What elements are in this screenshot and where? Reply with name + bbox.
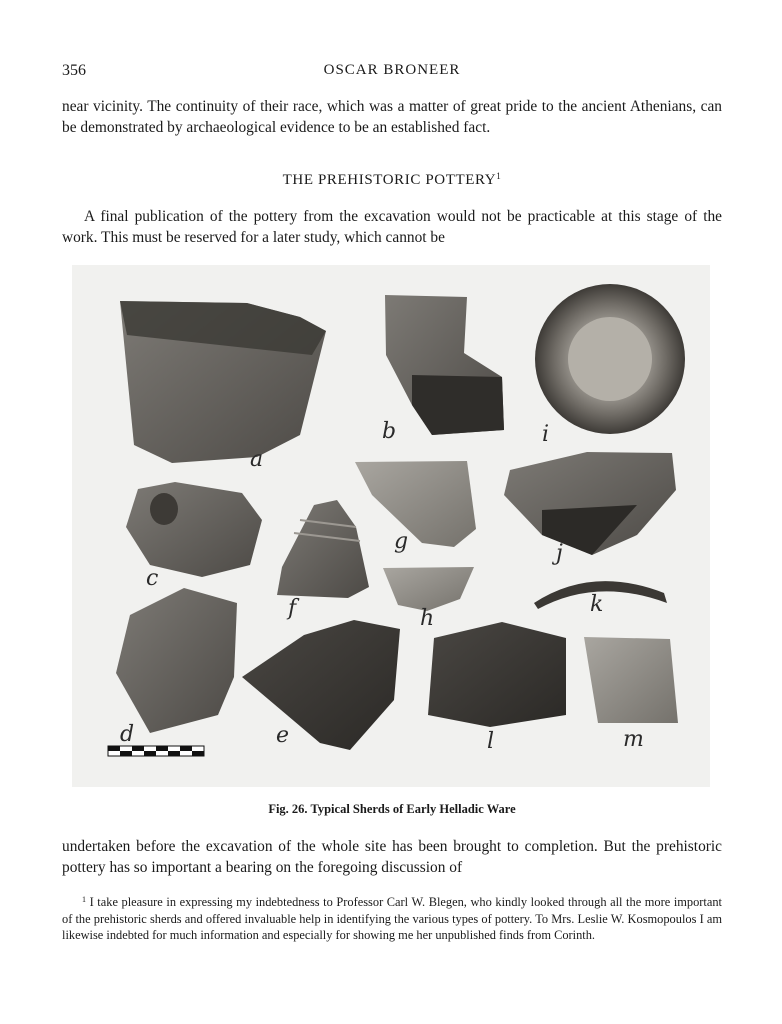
page-number: 356: [62, 62, 86, 79]
section-title: [62, 171, 722, 189]
paragraph-1: near vicinity. The continuity of their race, which was a matter of great pride to the ancient Athenians, can be demonstrated by archaeological evidence to be an established fact.: [62, 98, 722, 136]
page-header: [62, 62, 722, 84]
label-h: h: [420, 606, 435, 631]
label-l: l: [487, 729, 495, 754]
footnote-text: I take pleasure in expressing my indebtedness to Professor Carl W. Blegen, who kindly looked through all the more important of the prehistoric sherds and offered invaluable help in identifying the various types of pottery. To Mrs. Leslie W. Kosmopoulos I am likewise indebted for much information and especially for showing me her unpublished finds from Corinth.: [62, 895, 722, 942]
paragraph-3: undertaken before the excavation of the whole site has been brought to completion. But the prehistoric pottery has so important a bearing on the foregoing discussion of: [62, 838, 722, 876]
label-b: b: [382, 419, 397, 444]
label-d: d: [120, 722, 135, 747]
sherds-photograph: [72, 265, 710, 787]
section-title-text: THE PREHISTORIC POTTERY: [282, 172, 497, 188]
label-j: j: [556, 541, 563, 566]
sherd-g: [355, 461, 476, 547]
footnote-number: 1: [82, 895, 86, 904]
label-e: e: [276, 723, 290, 748]
label-m: m: [623, 727, 644, 752]
scale-bar: [108, 746, 204, 756]
label-a: a: [250, 447, 264, 472]
label-i: i: [542, 422, 550, 447]
footnote-marker: 1: [496, 171, 502, 181]
sherd-l: [428, 622, 566, 727]
sherd-d: [116, 588, 237, 733]
footnote: [62, 892, 722, 944]
sherd-e: [242, 620, 400, 750]
label-g: g: [394, 529, 409, 554]
figure-plate: [72, 265, 710, 787]
sherd-h: [383, 567, 474, 611]
sherd-f: [277, 500, 369, 598]
label-f: f: [288, 596, 297, 621]
sherd-c: [126, 482, 262, 577]
paragraph-2: A final publication of the pottery from the excavation would not be practicable at this stage of the work. This must be reserved for a later study, which cannot be: [62, 208, 722, 246]
label-c: c: [146, 566, 159, 591]
sherd-m: [584, 637, 678, 723]
running-head: OSCAR BRONEER: [323, 62, 461, 78]
label-k: k: [590, 592, 604, 617]
figure-caption: Fig. 26. Typical Sherds of Early Helladic Ware: [268, 802, 516, 816]
